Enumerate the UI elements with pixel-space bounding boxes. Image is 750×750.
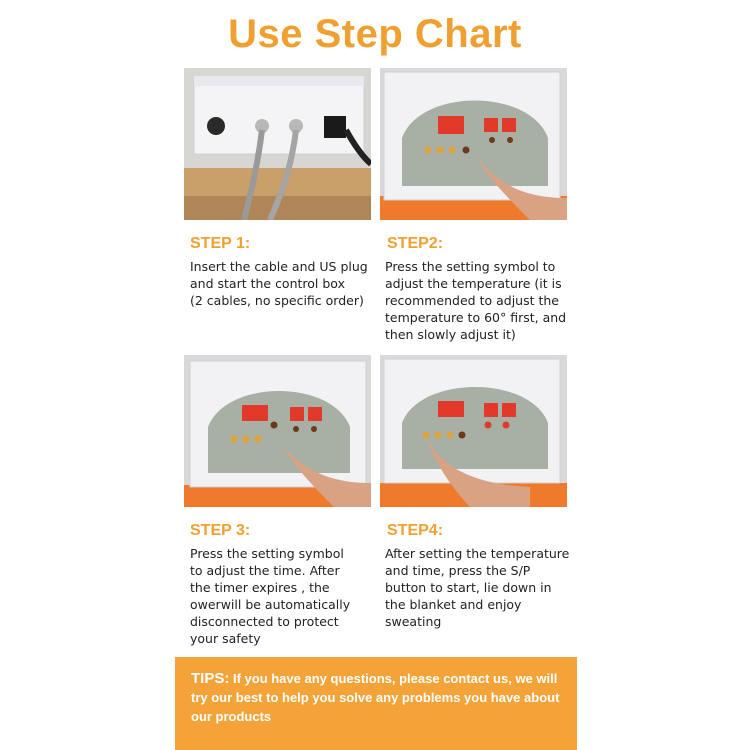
panel-time-image bbox=[184, 355, 371, 507]
step1-text bbox=[190, 258, 380, 309]
tips-text: If you have any questions, please contact us, we will try our best to help you solve any problems you have about our products bbox=[191, 671, 560, 724]
step4-line: and time, press the S/P bbox=[385, 563, 531, 578]
step2-line: then slowly adjust it) bbox=[385, 327, 516, 342]
step3-line: Press the setting symbol bbox=[190, 546, 344, 561]
page-title: Use Step Chart bbox=[228, 12, 522, 56]
step4-line: the blanket and enjoy bbox=[385, 597, 522, 612]
step2-line: Press the setting symbol to bbox=[385, 259, 556, 274]
step4-line: After setting the temperature bbox=[385, 546, 570, 561]
tips-banner bbox=[175, 657, 577, 750]
step3-photo bbox=[184, 355, 371, 507]
control-box-cables-image bbox=[184, 68, 371, 220]
step4-line: sweating bbox=[385, 614, 442, 629]
step3-line: to adjust the time. After bbox=[190, 563, 340, 578]
step4-line: button to start, lie down in bbox=[385, 580, 552, 595]
step1-line: (2 cables, no specific order) bbox=[190, 293, 364, 308]
step2-heading: STEP2: bbox=[387, 235, 444, 252]
step1-photo bbox=[184, 68, 371, 220]
step2-line: adjust the temperature (it is bbox=[385, 276, 562, 291]
panel-start-image bbox=[380, 355, 567, 507]
step3-line: disconnected to protect bbox=[190, 614, 339, 629]
panel-temperature-image bbox=[380, 68, 567, 220]
step1-line: Insert the cable and US plug bbox=[190, 259, 368, 274]
step2-line: temperature to 60° first, and bbox=[385, 310, 567, 325]
step4-heading: STEP4: bbox=[387, 522, 444, 539]
step1-heading: STEP 1: bbox=[190, 235, 251, 252]
step4-text bbox=[385, 545, 575, 630]
step2-line: recommended to adjust the bbox=[385, 293, 559, 308]
step1-line: and start the control box bbox=[190, 276, 345, 291]
step4-photo bbox=[380, 355, 567, 507]
step3-heading: STEP 3: bbox=[190, 522, 251, 539]
tips-lead: TIPS: bbox=[191, 670, 230, 687]
step2-text bbox=[385, 258, 575, 343]
step3-line: owerwill be automatically bbox=[190, 597, 351, 612]
step2-photo bbox=[380, 68, 567, 220]
step3-line: your safety bbox=[190, 631, 261, 646]
step3-text bbox=[190, 545, 380, 647]
step3-line: the timer expires , the bbox=[190, 580, 330, 595]
